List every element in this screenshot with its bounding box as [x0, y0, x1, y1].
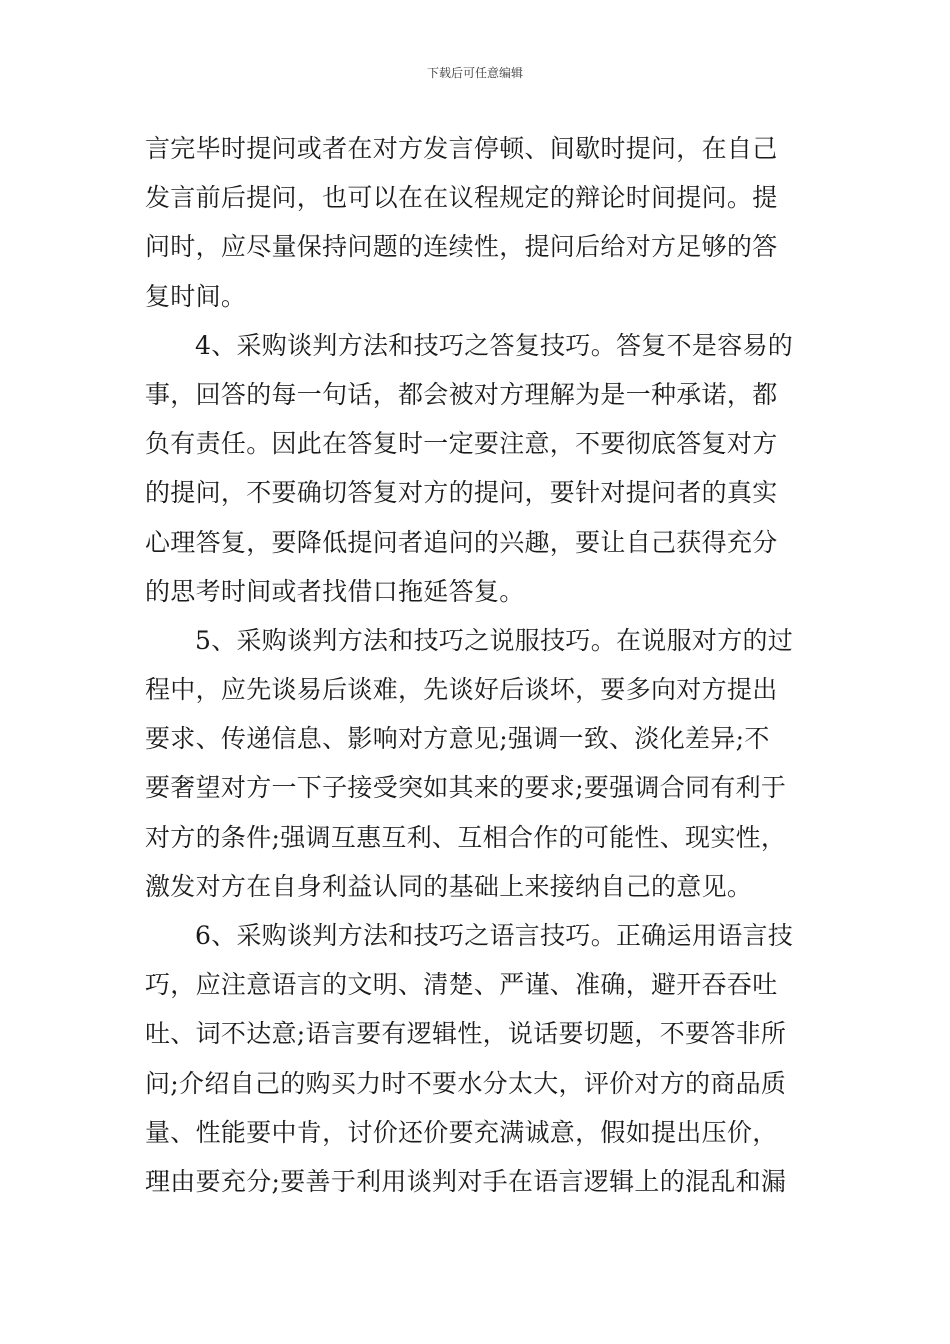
text-line: 程中，应先谈易后谈难，先谈好后谈坏，要多向对方提出 [145, 675, 778, 705]
text-line: 要求、传递信息、影响对方意见;强调一致、淡化差异;不 [145, 724, 770, 754]
text-line: 事，回答的每一句话，都会被对方理解为是一种承诺，都 [145, 379, 778, 409]
text-line: 的思考时间或者找借口拖延答复。 [145, 576, 525, 606]
text-line: 问;介绍自己的购买力时不要水分太大，评价对方的商品质 [145, 1068, 787, 1098]
text-line: 要奢望对方一下子接受突如其来的要求;要强调合同有利于 [145, 773, 787, 803]
text-line: 激发对方在自身利益认同的基础上来接纳自己的意见。 [145, 871, 753, 901]
text-line: 量、性能要中肯，讨价还价要充满诚意，假如提出压价， [145, 1117, 778, 1147]
text-line: 的提问，不要确切答复对方的提问，要针对提问者的真实 [145, 478, 778, 508]
text-line: 巧，应注意语言的文明、清楚、严谨、准确，避开吞吞吐 [145, 970, 778, 1000]
text-line: 6、采购谈判方法和技巧之语言技巧。正确运用语言技 [195, 921, 794, 950]
text-line: 5、采购谈判方法和技巧之说服技巧。在说服对方的过 [195, 625, 794, 655]
text-line: 问时，应尽量保持问题的连续性，提问后给对方足够的答 [145, 232, 778, 262]
text-line: 复时间。 [145, 281, 247, 311]
text-line: 发言前后提问，也可以在在议程规定的辩论时间提问。提 [145, 183, 778, 213]
text-line: 负有责任。因此在答复时一定要注意，不要彻底答复对方 [145, 429, 778, 459]
text-line: 心理答复，要降低提问者追问的兴趣，要让自己获得充分 [145, 527, 778, 557]
text-line: 对方的条件;强调互惠互利、互相合作的可能性、现实性， [145, 822, 787, 852]
text-line: 吐、词不达意;语言要有逻辑性，说话要切题，不要答非所 [145, 1019, 787, 1049]
page-header: 下载后可任意编辑 [426, 66, 523, 80]
text-line: 言完毕时提问或者在对方发言停顿、间歇时提问，在自己 [145, 134, 778, 163]
text-line: 4、采购谈判方法和技巧之答复技巧。答复不是容易的 [195, 330, 794, 360]
text-line: 理由要充分;要善于利用谈判对手在语言逻辑上的混乱和漏 [145, 1166, 787, 1196]
document-body [145, 124, 807, 1206]
